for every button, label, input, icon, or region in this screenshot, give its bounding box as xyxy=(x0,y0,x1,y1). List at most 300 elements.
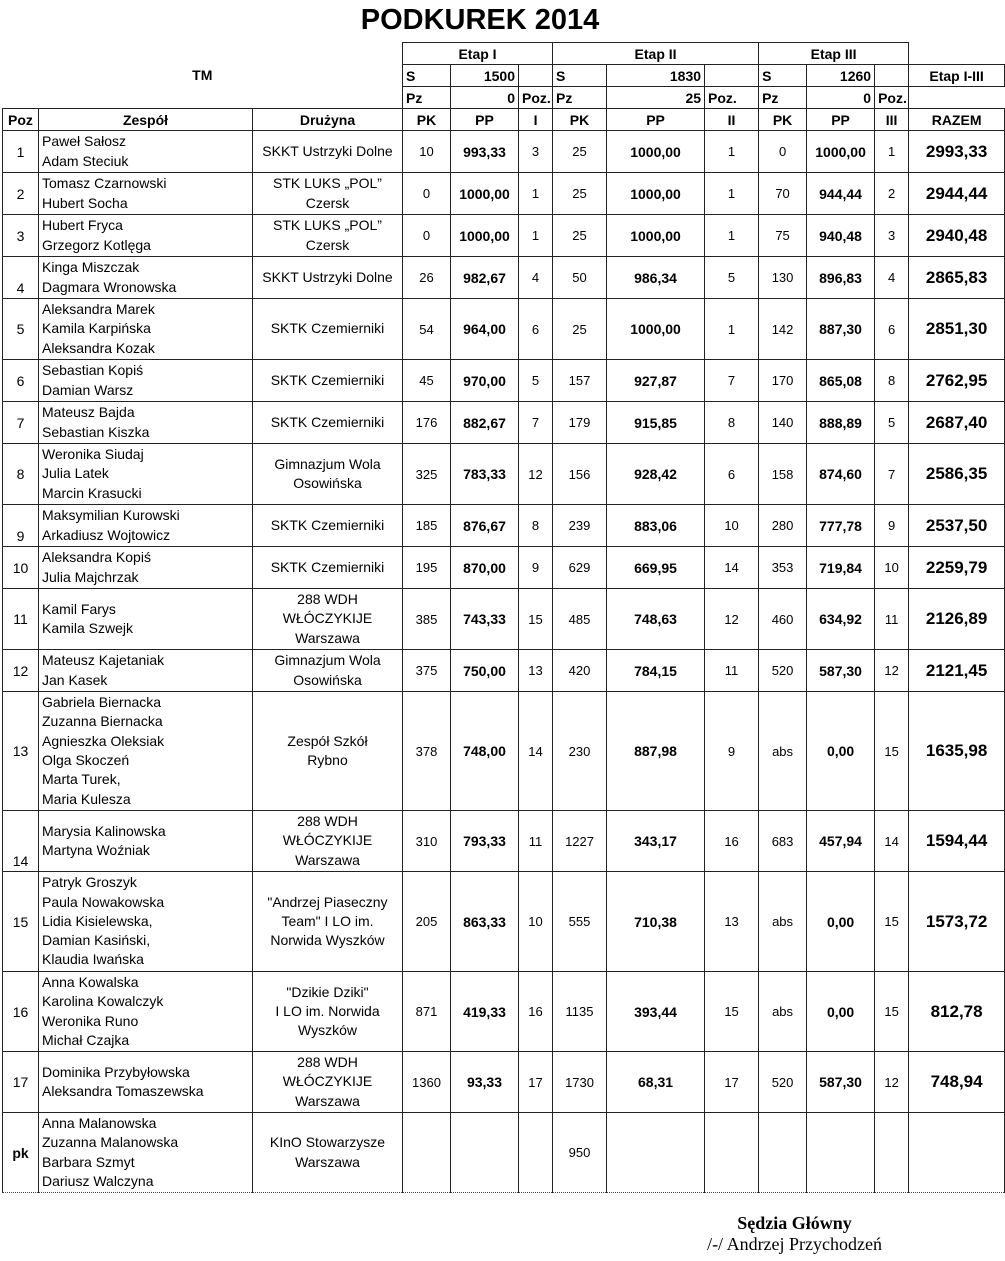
table-header xyxy=(3,43,1005,131)
member-name: Agnieszka Oleksiak xyxy=(42,732,165,749)
col-pk-3: PK xyxy=(759,109,807,131)
member-name: Arkadiusz Wojtowicz xyxy=(42,526,171,543)
table-row xyxy=(3,299,1005,360)
pp-etap-1: 970,00 xyxy=(451,360,519,402)
member-name: Dagmara Wronowska xyxy=(42,278,177,295)
member-name: Barbara Szmyt xyxy=(42,1153,135,1170)
pk-etap-2: 25 xyxy=(553,173,607,215)
pk-etap-1: 205 xyxy=(403,872,451,972)
team-name xyxy=(253,299,403,360)
place-etap-1: 12 xyxy=(519,444,553,505)
team-members xyxy=(39,1052,253,1113)
place-etap-3: 12 xyxy=(875,650,909,692)
pk-etap-3: 158 xyxy=(759,444,807,505)
team-name-line: STK LUKS „POL” xyxy=(273,175,382,192)
pk-etap-2: 179 xyxy=(553,402,607,444)
pk-etap-3: 140 xyxy=(759,402,807,444)
table-row xyxy=(3,811,1005,872)
team-members xyxy=(39,972,253,1052)
category-label: TM xyxy=(192,67,213,84)
pp-etap-2: 343,17 xyxy=(607,811,705,872)
place-etap-1: 3 xyxy=(519,131,553,173)
total-score: 2762,95 xyxy=(909,360,1005,402)
etap-3-poz-label: Poz. xyxy=(875,87,909,109)
pp-etap-1: 750,00 xyxy=(451,650,519,692)
place-etap-2: 5 xyxy=(705,257,759,299)
pp-etap-2: 393,44 xyxy=(607,972,705,1052)
row-position: 5 xyxy=(3,299,39,360)
table-row xyxy=(3,360,1005,402)
team-members xyxy=(39,1113,253,1193)
team-name-line: Warszawa xyxy=(295,1153,360,1170)
member-name: Mateusz Kajetaniak xyxy=(42,652,165,669)
place-etap-1: 9 xyxy=(519,547,553,589)
pp-etap-3: 888,89 xyxy=(807,402,875,444)
team-name-line: Zespół Szkół xyxy=(287,732,368,749)
pp-etap-1: 793,33 xyxy=(451,811,519,872)
team-name xyxy=(253,1052,403,1113)
pk-etap-3: abs xyxy=(759,872,807,972)
member-name: Patryk Groszyk xyxy=(42,874,137,891)
member-name: Grzegorz Kotlęga xyxy=(42,236,151,253)
pp-etap-3: 0,00 xyxy=(807,692,875,811)
pp-etap-2: 1000,00 xyxy=(607,299,705,360)
etap-2-s-label: S xyxy=(553,65,607,87)
team-name-line: Czersk xyxy=(305,236,350,253)
place-etap-2: 1 xyxy=(705,173,759,215)
member-name: Damian Kasiński, xyxy=(42,932,151,949)
total-score: 2944,44 xyxy=(909,173,1005,215)
member-name: Maksymilian Kurowski xyxy=(42,507,180,524)
pk-etap-3: abs xyxy=(759,692,807,811)
col-poz-2: II xyxy=(705,109,759,131)
etap-3-header: Etap III xyxy=(759,43,909,65)
total-score: 1573,72 xyxy=(909,872,1005,972)
pk-etap-2: 629 xyxy=(553,547,607,589)
place-etap-1: 8 xyxy=(519,505,553,547)
column-header-row xyxy=(3,109,1005,131)
row-position: 11 xyxy=(3,589,39,650)
place-etap-3: 14 xyxy=(875,811,909,872)
pp-etap-1: 982,67 xyxy=(451,257,519,299)
team-members xyxy=(39,692,253,811)
place-etap-2 xyxy=(705,1113,759,1193)
pk-etap-1: 176 xyxy=(403,402,451,444)
team-name xyxy=(253,402,403,444)
pp-etap-1: 1000,00 xyxy=(451,173,519,215)
total-score: 2537,50 xyxy=(909,505,1005,547)
member-name: Kamil Farys xyxy=(42,600,116,617)
pp-etap-1: 964,00 xyxy=(451,299,519,360)
col-pp-3: PP xyxy=(807,109,875,131)
col-razem: RAZEM xyxy=(909,109,1005,131)
table-row xyxy=(3,131,1005,173)
pk-etap-2: 555 xyxy=(553,872,607,972)
team-name-line: Osowińska xyxy=(293,475,362,491)
place-etap-1: 17 xyxy=(519,1052,553,1113)
member-name: Julia Latek xyxy=(42,465,109,482)
pk-etap-1: 871 xyxy=(403,972,451,1052)
pp-etap-3: 865,08 xyxy=(807,360,875,402)
pk-etap-2: 420 xyxy=(553,650,607,692)
col-pp-1: PP xyxy=(451,109,519,131)
pp-etap-2: 669,95 xyxy=(607,547,705,589)
etap-2-s-value: 1830 xyxy=(607,65,705,87)
team-name-line: Team" I LO im. xyxy=(281,912,374,929)
place-etap-2: 13 xyxy=(705,872,759,972)
row-position: 6 xyxy=(3,360,39,402)
pp-etap-3: 719,84 xyxy=(807,547,875,589)
place-etap-3: 3 xyxy=(875,215,909,257)
table-row xyxy=(3,173,1005,215)
total-score: 1594,44 xyxy=(909,811,1005,872)
table-row xyxy=(3,444,1005,505)
team-members xyxy=(39,650,253,692)
team-name-line: KInO Stowarzysze xyxy=(269,1134,386,1151)
team-name xyxy=(253,360,403,402)
team-name xyxy=(253,872,403,972)
row-position: 4 xyxy=(3,257,39,299)
team-name-line: SKKT Ustrzyki Dolne xyxy=(262,142,393,159)
pk-etap-1: 1360 xyxy=(403,1052,451,1113)
total-score: 1635,98 xyxy=(909,692,1005,811)
team-name-line: "Dzikie Dziki" xyxy=(286,983,369,1000)
pp-etap-2: 1000,00 xyxy=(607,173,705,215)
row-position: 9 xyxy=(3,505,39,547)
member-name: Anna Malanowska xyxy=(42,1114,157,1131)
pp-etap-2: 915,85 xyxy=(607,402,705,444)
place-etap-3: 15 xyxy=(875,972,909,1052)
pk-etap-1: 310 xyxy=(403,811,451,872)
pp-etap-1: 876,67 xyxy=(451,505,519,547)
pk-etap-1: 185 xyxy=(403,505,451,547)
member-name: Kinga Miszczak xyxy=(42,259,140,276)
place-etap-2: 16 xyxy=(705,811,759,872)
place-etap-1: 5 xyxy=(519,360,553,402)
team-name xyxy=(253,505,403,547)
pp-etap-1: 783,33 xyxy=(451,444,519,505)
table-row xyxy=(3,215,1005,257)
pk-etap-2: 50 xyxy=(553,257,607,299)
etap-total-header: Etap I-III xyxy=(909,65,1005,87)
team-name xyxy=(253,173,403,215)
pp-etap-3 xyxy=(807,1113,875,1193)
table-row xyxy=(3,972,1005,1052)
table-row xyxy=(3,650,1005,692)
total-score: 2687,40 xyxy=(909,402,1005,444)
table-row xyxy=(3,1113,1005,1193)
pk-etap-1: 375 xyxy=(403,650,451,692)
member-name: Mateusz Bajda xyxy=(42,404,135,421)
pp-etap-3: 1000,00 xyxy=(807,131,875,173)
pk-etap-3: 70 xyxy=(759,173,807,215)
total-score: 748,94 xyxy=(909,1052,1005,1113)
place-etap-2: 11 xyxy=(705,650,759,692)
pp-etap-1: 1000,00 xyxy=(451,215,519,257)
pp-etap-2: 748,63 xyxy=(607,589,705,650)
pp-etap-1: 993,33 xyxy=(451,131,519,173)
pk-etap-2: 157 xyxy=(553,360,607,402)
etap-2-poz-label: Poz. xyxy=(705,87,759,109)
col-pk-1: PK xyxy=(403,109,451,131)
place-etap-3: 11 xyxy=(875,589,909,650)
member-name: Anna Kowalska xyxy=(42,973,139,990)
row-position: 8 xyxy=(3,444,39,505)
team-name-line: Osowińska xyxy=(293,671,362,688)
member-name: Hubert Socha xyxy=(42,194,128,211)
team-name-line: Wyszków xyxy=(298,1022,357,1039)
member-name: Paula Nowakowska xyxy=(42,893,165,910)
pp-etap-3: 634,92 xyxy=(807,589,875,650)
etap-2-pz-value: 25 xyxy=(607,87,705,109)
col-poz-1: I xyxy=(519,109,553,131)
team-name xyxy=(253,650,403,692)
pk-etap-2: 239 xyxy=(553,505,607,547)
team-name-line: 288 WDH xyxy=(297,1054,358,1071)
team-name-line: Warszawa xyxy=(295,851,360,868)
team-name-line: Rybno xyxy=(307,752,348,768)
etap-1-pz-value: 0 xyxy=(451,87,519,109)
pp-etap-1: 882,67 xyxy=(451,402,519,444)
team-members xyxy=(39,589,253,650)
place-etap-1: 14 xyxy=(519,692,553,811)
pp-etap-3: 874,60 xyxy=(807,444,875,505)
place-etap-1: 16 xyxy=(519,972,553,1052)
pk-etap-2: 1227 xyxy=(553,811,607,872)
team-name-line: SKTK Czemierniki xyxy=(270,558,385,575)
place-etap-1 xyxy=(519,1113,553,1193)
team-name-line: SKKT Ustrzyki Dolne xyxy=(262,268,393,285)
member-name: Zuzanna Malanowska xyxy=(42,1134,179,1151)
pk-etap-2: 485 xyxy=(553,589,607,650)
total-score: 2126,89 xyxy=(909,589,1005,650)
team-name xyxy=(253,257,403,299)
pk-etap-1 xyxy=(403,1113,451,1193)
etap-2-pz-label: Pz xyxy=(553,87,607,109)
member-name: Aleksandra Kozak xyxy=(42,339,155,356)
pk-etap-1: 325 xyxy=(403,444,451,505)
total-score: 812,78 xyxy=(909,972,1005,1052)
member-name: Aleksandra Marek xyxy=(42,301,155,318)
row-position: 15 xyxy=(3,872,39,972)
member-name: Marysia Kalinowska xyxy=(42,822,166,839)
team-name xyxy=(253,547,403,589)
place-etap-3: 9 xyxy=(875,505,909,547)
member-name: Maria Kulesza xyxy=(42,790,131,807)
judge-signature xyxy=(707,1213,882,1255)
row-position: 14 xyxy=(3,811,39,872)
place-etap-3 xyxy=(875,1113,909,1193)
member-name: Adam Steciuk xyxy=(42,152,129,169)
total-score xyxy=(909,1113,1005,1193)
member-name: Weronika Siudaj xyxy=(42,446,144,463)
member-name: Kamila Szwejk xyxy=(42,620,134,636)
etap-1-header: Etap I xyxy=(403,43,553,65)
team-name-line: Gimnazjum Wola xyxy=(274,455,381,472)
pp-etap-1: 870,00 xyxy=(451,547,519,589)
page-title: PODKUREK 2014 xyxy=(360,4,600,36)
etap-1-poz-label: Poz. xyxy=(519,87,553,109)
etap-1-s-value: 1500 xyxy=(451,65,519,87)
pp-etap-2: 986,34 xyxy=(607,257,705,299)
team-name-line: "Andrzej Piaseczny xyxy=(267,893,388,910)
judge-name: /-/ Andrzej Przychodzeń xyxy=(707,1234,882,1254)
place-etap-2: 1 xyxy=(705,299,759,360)
row-position: 17 xyxy=(3,1052,39,1113)
member-name: Weronika Runo xyxy=(42,1012,139,1029)
pp-etap-2: 68,31 xyxy=(607,1052,705,1113)
team-members xyxy=(39,215,253,257)
team-name-line: 288 WDH xyxy=(297,591,358,608)
pp-etap-2: 784,15 xyxy=(607,650,705,692)
team-name-line: SKTK Czemierniki xyxy=(270,371,385,388)
team-name-line: Warszawa xyxy=(295,629,360,646)
pk-etap-2: 25 xyxy=(553,215,607,257)
col-poz-3: III xyxy=(875,109,909,131)
etap-3-s-label: S xyxy=(759,65,807,87)
pk-etap-1: 0 xyxy=(403,215,451,257)
total-score: 2865,83 xyxy=(909,257,1005,299)
row-position: 3 xyxy=(3,215,39,257)
pk-etap-3: 683 xyxy=(759,811,807,872)
place-etap-2: 10 xyxy=(705,505,759,547)
table-row xyxy=(3,257,1005,299)
col-pk-2: PK xyxy=(553,109,607,131)
team-members xyxy=(39,299,253,360)
place-etap-2: 15 xyxy=(705,972,759,1052)
pk-etap-3: 170 xyxy=(759,360,807,402)
pk-etap-2: 25 xyxy=(553,131,607,173)
table-row xyxy=(3,505,1005,547)
total-score: 2259,79 xyxy=(909,547,1005,589)
pp-etap-3: 940,48 xyxy=(807,215,875,257)
member-name: Jan Kasek xyxy=(42,671,108,688)
etap-3-pz-label: Pz xyxy=(759,87,807,109)
team-name-line: WŁÓCZYKIJE xyxy=(282,832,373,849)
pk-etap-1: 26 xyxy=(403,257,451,299)
place-etap-2: 14 xyxy=(705,547,759,589)
pp-etap-1: 863,33 xyxy=(451,872,519,972)
pk-etap-3: 130 xyxy=(759,257,807,299)
place-etap-1: 6 xyxy=(519,299,553,360)
total-score: 2851,30 xyxy=(909,299,1005,360)
pk-etap-1: 54 xyxy=(403,299,451,360)
col-zespol: Zespół xyxy=(39,109,253,131)
member-name: Zuzanna Biernacka xyxy=(42,713,163,730)
member-name: Julia Majchrzak xyxy=(42,568,139,585)
col-pp-2: PP xyxy=(607,109,705,131)
pp-etap-2: 1000,00 xyxy=(607,215,705,257)
place-etap-3: 2 xyxy=(875,173,909,215)
team-name xyxy=(253,444,403,505)
team-members xyxy=(39,173,253,215)
team-name xyxy=(253,589,403,650)
team-name-line: WŁÓCZYKIJE xyxy=(282,610,373,627)
team-name-line: 288 WDH xyxy=(297,813,358,830)
member-name: Aleksandra Kopiś xyxy=(42,549,151,566)
place-etap-3: 7 xyxy=(875,444,909,505)
team-name-line: SKTK Czemierniki xyxy=(270,413,385,430)
member-name: Marcin Krasucki xyxy=(42,484,142,501)
place-etap-2: 8 xyxy=(705,402,759,444)
pp-etap-1: 93,33 xyxy=(451,1052,519,1113)
team-members xyxy=(39,402,253,444)
place-etap-1: 13 xyxy=(519,650,553,692)
team-members xyxy=(39,872,253,972)
pp-etap-3: 887,30 xyxy=(807,299,875,360)
pp-etap-2 xyxy=(607,1113,705,1193)
team-members xyxy=(39,257,253,299)
row-position: 10 xyxy=(3,547,39,589)
total-score: 2940,48 xyxy=(909,215,1005,257)
team-name-line: Norwida Wyszków xyxy=(270,932,385,949)
pk-etap-1: 378 xyxy=(403,692,451,811)
row-position: 7 xyxy=(3,402,39,444)
place-etap-2: 1 xyxy=(705,131,759,173)
row-position: 12 xyxy=(3,650,39,692)
team-name xyxy=(253,1113,403,1193)
team-name xyxy=(253,131,403,173)
pp-etap-3: 0,00 xyxy=(807,972,875,1052)
pp-etap-3: 457,94 xyxy=(807,811,875,872)
pk-etap-1: 0 xyxy=(403,173,451,215)
pk-etap-1: 10 xyxy=(403,131,451,173)
table-row xyxy=(3,547,1005,589)
place-etap-1: 11 xyxy=(519,811,553,872)
etap-3-s-value: 1260 xyxy=(807,65,875,87)
row-position: 16 xyxy=(3,972,39,1052)
member-name: Sebastian Kopiś xyxy=(42,362,144,379)
pp-etap-2: 883,06 xyxy=(607,505,705,547)
member-name: Dariusz Walczyna xyxy=(42,1172,154,1189)
pk-etap-3: 280 xyxy=(759,505,807,547)
pk-etap-3: 142 xyxy=(759,299,807,360)
place-etap-1: 15 xyxy=(519,589,553,650)
member-name: Dominika Przybyłowska xyxy=(42,1063,190,1080)
pp-etap-3: 0,00 xyxy=(807,872,875,972)
pk-etap-2: 1135 xyxy=(553,972,607,1052)
place-etap-3: 10 xyxy=(875,547,909,589)
team-name-line: I LO im. Norwida xyxy=(275,1002,380,1019)
pp-etap-3: 587,30 xyxy=(807,1052,875,1113)
place-etap-1: 7 xyxy=(519,402,553,444)
pk-etap-3: 353 xyxy=(759,547,807,589)
place-etap-3: 15 xyxy=(875,692,909,811)
col-poz: Poz xyxy=(3,109,39,131)
member-name: Damian Warsz xyxy=(42,381,134,398)
pk-etap-2: 156 xyxy=(553,444,607,505)
team-name xyxy=(253,972,403,1052)
team-name-line: SKTK Czemierniki xyxy=(270,516,385,533)
pp-etap-1: 419,33 xyxy=(451,972,519,1052)
team-name xyxy=(253,811,403,872)
member-name: Marta Turek, xyxy=(42,771,121,788)
team-name-line: Gimnazjum Wola xyxy=(274,652,381,669)
pk-etap-2: 1730 xyxy=(553,1052,607,1113)
pp-etap-1 xyxy=(451,1113,519,1193)
member-name: Paweł Sałosz xyxy=(42,133,127,150)
results-table xyxy=(2,42,1005,1193)
pk-etap-3: 0 xyxy=(759,131,807,173)
pk-etap-1: 45 xyxy=(403,360,451,402)
member-name: Tomasz Czarnowski xyxy=(42,175,167,192)
team-name-line: WŁÓCZYKIJE xyxy=(282,1073,373,1090)
col-druzyna: Drużyna xyxy=(253,109,403,131)
team-name xyxy=(253,215,403,257)
member-name: Michał Czajka xyxy=(42,1031,130,1048)
pp-etap-3: 944,44 xyxy=(807,173,875,215)
etap-2-header: Etap II xyxy=(553,43,759,65)
